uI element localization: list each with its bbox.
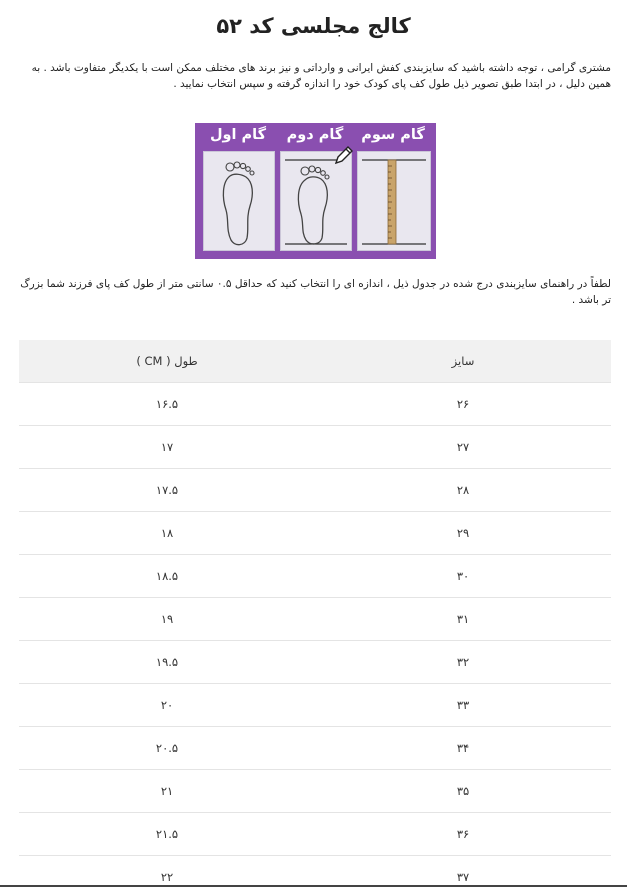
foot-icon bbox=[204, 152, 274, 250]
ruler-panel bbox=[357, 151, 431, 251]
size-cell: ۳۳ bbox=[315, 684, 611, 727]
table-row bbox=[19, 598, 611, 641]
instruction-note: لطفاً در راهنمای سایزبندی درج شده در جدول ذیل ، اندازه ای را انتخاب کنید که حداقل ۰.۵ سانتی متر از طول کف پای فرزند شما بزرگ تر باشد . bbox=[20, 278, 611, 306]
foot-outline-panel bbox=[203, 151, 275, 251]
size-cell: ۲۸ bbox=[315, 469, 611, 512]
ruler-icon bbox=[358, 152, 430, 250]
length-cell: ۲۰ bbox=[19, 684, 315, 727]
step-label-second: گام دوم bbox=[286, 127, 344, 143]
length-cell: ۲۱ bbox=[19, 770, 315, 813]
length-cell: ۱۷.۵ bbox=[19, 469, 315, 512]
page-title: کالج مجلسی کد ۵۲ bbox=[216, 14, 411, 38]
table-row bbox=[19, 727, 611, 770]
table-row bbox=[19, 856, 611, 894]
header-length: طول ( CM ) bbox=[19, 340, 315, 383]
table-row bbox=[19, 684, 611, 727]
table-row bbox=[19, 469, 611, 512]
size-cell: ۳۰ bbox=[315, 555, 611, 598]
size-cell: ۳۴ bbox=[315, 727, 611, 770]
size-cell: ۳۵ bbox=[315, 770, 611, 813]
header-size: سایز bbox=[315, 340, 611, 383]
table-row bbox=[19, 770, 611, 813]
size-cell: ۳۱ bbox=[315, 598, 611, 641]
length-cell: ۱۶.۵ bbox=[19, 383, 315, 426]
length-cell: ۲۱.۵ bbox=[19, 813, 315, 856]
size-cell: ۲۷ bbox=[315, 426, 611, 469]
length-cell: ۱۹ bbox=[19, 598, 315, 641]
table-row bbox=[19, 555, 611, 598]
size-cell: ۳۶ bbox=[315, 813, 611, 856]
step-label-third: گام سوم bbox=[361, 127, 425, 143]
length-cell: ۲۲ bbox=[19, 856, 315, 894]
length-cell: ۲۰.۵ bbox=[19, 727, 315, 770]
bottom-divider bbox=[0, 885, 627, 887]
step-label-first: گام اول bbox=[209, 127, 267, 143]
length-cell: ۱۸.۵ bbox=[19, 555, 315, 598]
intro-text: مشتری گرامی ، توجه داشته باشید که سایزبندی کفش ایرانی و وارداتی و نیز برند های مختلف ممکن است با یکدیگر متفاوت باشد . به همین دلیل ، در ابتدا طبق تصویر ذیل طول کف پای کودک خود را اندازه گرفته و سپس انتخاب نمایید . bbox=[31, 62, 611, 90]
size-cell: ۳۷ bbox=[315, 856, 611, 894]
table-row bbox=[19, 512, 611, 555]
table-row bbox=[19, 383, 611, 426]
length-cell: ۱۷ bbox=[19, 426, 315, 469]
table-header-row bbox=[19, 340, 611, 383]
size-chart-table bbox=[19, 340, 611, 894]
size-cell: ۲۶ bbox=[315, 383, 611, 426]
length-cell: ۱۹.۵ bbox=[19, 641, 315, 684]
table-row bbox=[19, 641, 611, 684]
size-cell: ۲۹ bbox=[315, 512, 611, 555]
foot-marking-panel bbox=[280, 151, 352, 251]
table-row bbox=[19, 813, 611, 856]
size-cell: ۳۲ bbox=[315, 641, 611, 684]
foot-marking-icon bbox=[281, 152, 351, 250]
length-cell: ۱۸ bbox=[19, 512, 315, 555]
table-row bbox=[19, 426, 611, 469]
pencil-icon bbox=[333, 144, 355, 166]
measurement-guide-image bbox=[195, 123, 436, 259]
